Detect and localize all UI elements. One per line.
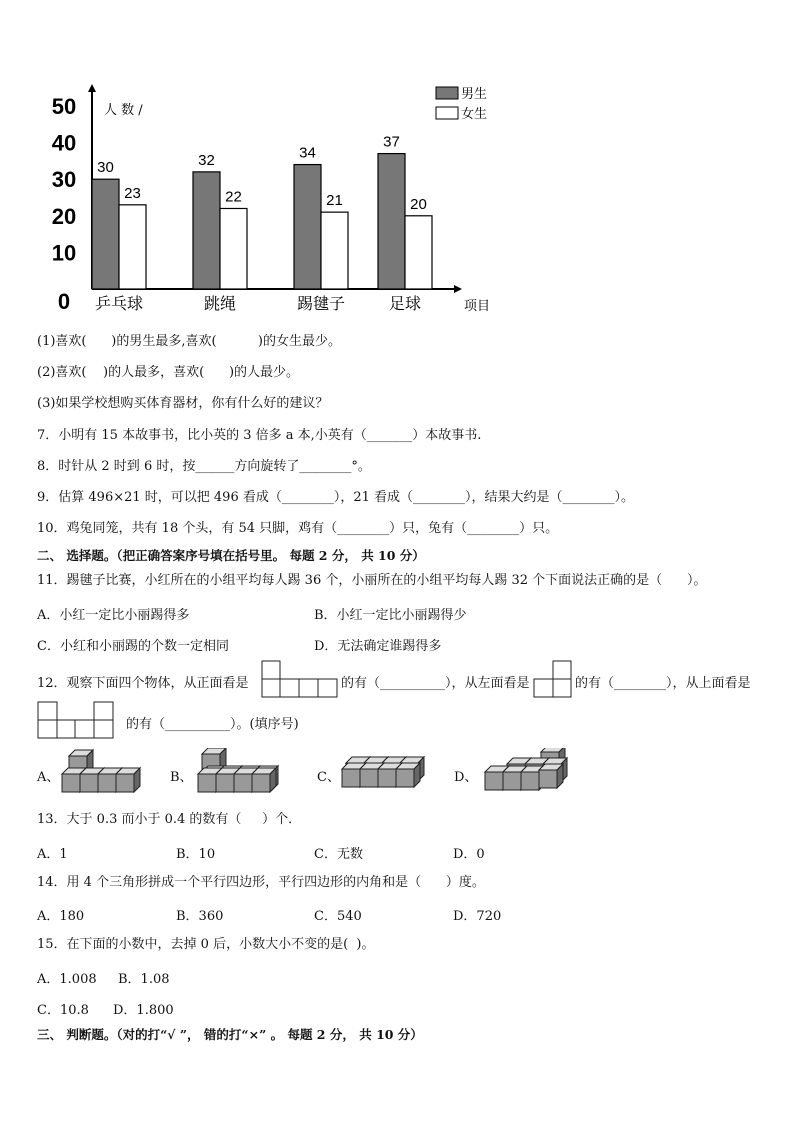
bar-value-label: 30	[97, 159, 114, 177]
question-8: 8．时针从 2 时到 6 时，按______方向旋转了________°。	[37, 459, 371, 474]
left-view-figure	[533, 660, 573, 698]
bar-boys	[193, 172, 220, 289]
cube	[539, 764, 563, 788]
bar-boys	[378, 154, 405, 289]
q11-option-d: D．无法确定谁踢得多	[314, 639, 442, 654]
q12-figure-b	[196, 748, 286, 796]
question-12-part-b: 的有（__________），从左面看是	[341, 676, 530, 691]
q13-option-d: D．0	[453, 847, 485, 862]
bar-value-label: 20	[410, 195, 427, 213]
question-12-part-c: 的有（________），从上面看是	[575, 676, 751, 691]
q13-option-a: A．1	[37, 847, 68, 862]
q12-figure-a	[60, 746, 145, 798]
y-tick-label: 40	[51, 130, 77, 156]
legend-label: 男生	[461, 87, 488, 102]
q14-option-a: A．180	[37, 909, 85, 924]
question-12-part-d: 的有（__________）。(填序号)	[126, 717, 299, 732]
q11-option-c: C．小红和小丽踢的个数一定相同	[37, 639, 229, 654]
front-view-figure	[261, 660, 339, 698]
legend-swatch	[436, 107, 458, 119]
q13-option-b: B．10	[176, 847, 216, 862]
bar-chart	[30, 78, 500, 323]
x-tick-label: 乒乓球	[94, 294, 144, 313]
q12-figure-c	[340, 755, 430, 793]
q12-label-a: A、	[37, 770, 60, 785]
q14-option-b: B．360	[176, 909, 224, 924]
y-tick-label: 10	[51, 240, 77, 266]
question-13: 13．大于 0.3 而小于 0.4 的数有（ ）个．	[37, 812, 302, 827]
question-sub1: (1)喜欢( )的男生最多,喜欢( )的女生最少。	[37, 334, 341, 349]
question-15: 15．在下面的小数中，去掉 0 后，小数大小不变的是( )。	[37, 937, 375, 952]
y-axis-arrow	[88, 84, 96, 92]
q11-option-a: A．小红一定比小丽踢得多	[37, 608, 190, 623]
legend-swatch	[436, 87, 458, 99]
bar-value-label: 21	[326, 192, 343, 210]
x-tick-label: 踢毽子	[296, 294, 346, 313]
question-7: 7．小明有 15 本故事书，比小英的 3 倍多 a 本,小英有（_______）本故事书.	[37, 428, 482, 443]
bar-girls	[405, 216, 432, 289]
y-tick-label: 20	[51, 203, 77, 229]
q14-option-c: C．540	[314, 909, 362, 924]
q12-label-b: B、	[170, 770, 193, 785]
q14-option-d: D．720	[453, 909, 502, 924]
bar-value-label: 34	[299, 144, 316, 162]
q12-label-c: C、	[317, 770, 340, 785]
cube	[252, 768, 276, 792]
q15-option-a: A．1.008	[37, 972, 97, 987]
y-tick-label: 30	[51, 167, 77, 193]
bar-value-label: 23	[124, 184, 141, 202]
x-axis-label: 项目	[464, 299, 491, 314]
q15-option-b: B．1.08	[118, 972, 170, 987]
question-12-part-a: 12．观察下面四个物体，从正面看是	[37, 676, 249, 691]
q11-option-b: B．小红一定比小丽踢得少	[314, 608, 467, 623]
q12-label-d: D、	[454, 770, 478, 785]
q15-option-d: D．1.800	[113, 1003, 174, 1018]
question-10: 10．鸡兔同笼，共有 18 个头，有 54 只脚，鸡有（________）只，兔有（________）只。	[37, 521, 559, 536]
y-axis-label: 人 数 /	[104, 103, 143, 118]
question-9: 9．估算 496×21 时，可以把 496 看成（________），21 看成（________），结果大约是（________）。	[37, 490, 635, 505]
bar-value-label: 37	[383, 133, 400, 151]
question-14: 14．用 4 个三角形拼成一个平行四边形，平行四边形的内角和是（ ）度。	[37, 875, 485, 890]
y-tick-label: 50	[51, 94, 77, 119]
bar-value-label: 22	[225, 188, 242, 206]
question-sub3: (3)如果学校想购买体育器材，你有什么好的建议？	[37, 396, 329, 411]
y-tick-label: 0	[57, 289, 71, 314]
x-tick-label: 足球	[388, 294, 422, 313]
question-sub2: (2)喜欢( )的人最多，喜欢( )的人最少。	[37, 365, 300, 380]
x-axis-arrow	[454, 285, 462, 293]
bar-girls	[119, 205, 146, 289]
bar-girls	[220, 208, 247, 289]
question-11: 11．踢毽子比赛，小红所在的小组平均每人踢 36 个，小丽所在的小组平均每人踢 32 个下面说法正确的是（ ）。	[37, 573, 707, 588]
q15-option-c: C．10.8	[37, 1003, 89, 1018]
bar-boys	[294, 165, 321, 289]
cube	[116, 768, 140, 792]
q12-figure-d	[483, 748, 573, 796]
section-3-heading: 三、 判断题。（对的打“√ ”， 错的打“×” 。 每题 2 分， 共 10 分）	[37, 1027, 423, 1042]
x-tick-label: 跳绳	[203, 294, 237, 313]
legend-label: 女生	[461, 107, 488, 122]
top-view-figure	[37, 701, 115, 739]
cube	[396, 763, 420, 787]
bar-boys	[92, 179, 119, 289]
section-2-heading: 二、 选择题。（把正确答案序号填在括号里。 每题 2 分， 共 10 分）	[37, 548, 425, 563]
q13-option-c: C．无数	[314, 847, 363, 862]
bar-girls	[321, 212, 348, 289]
bar-value-label: 32	[198, 151, 215, 169]
